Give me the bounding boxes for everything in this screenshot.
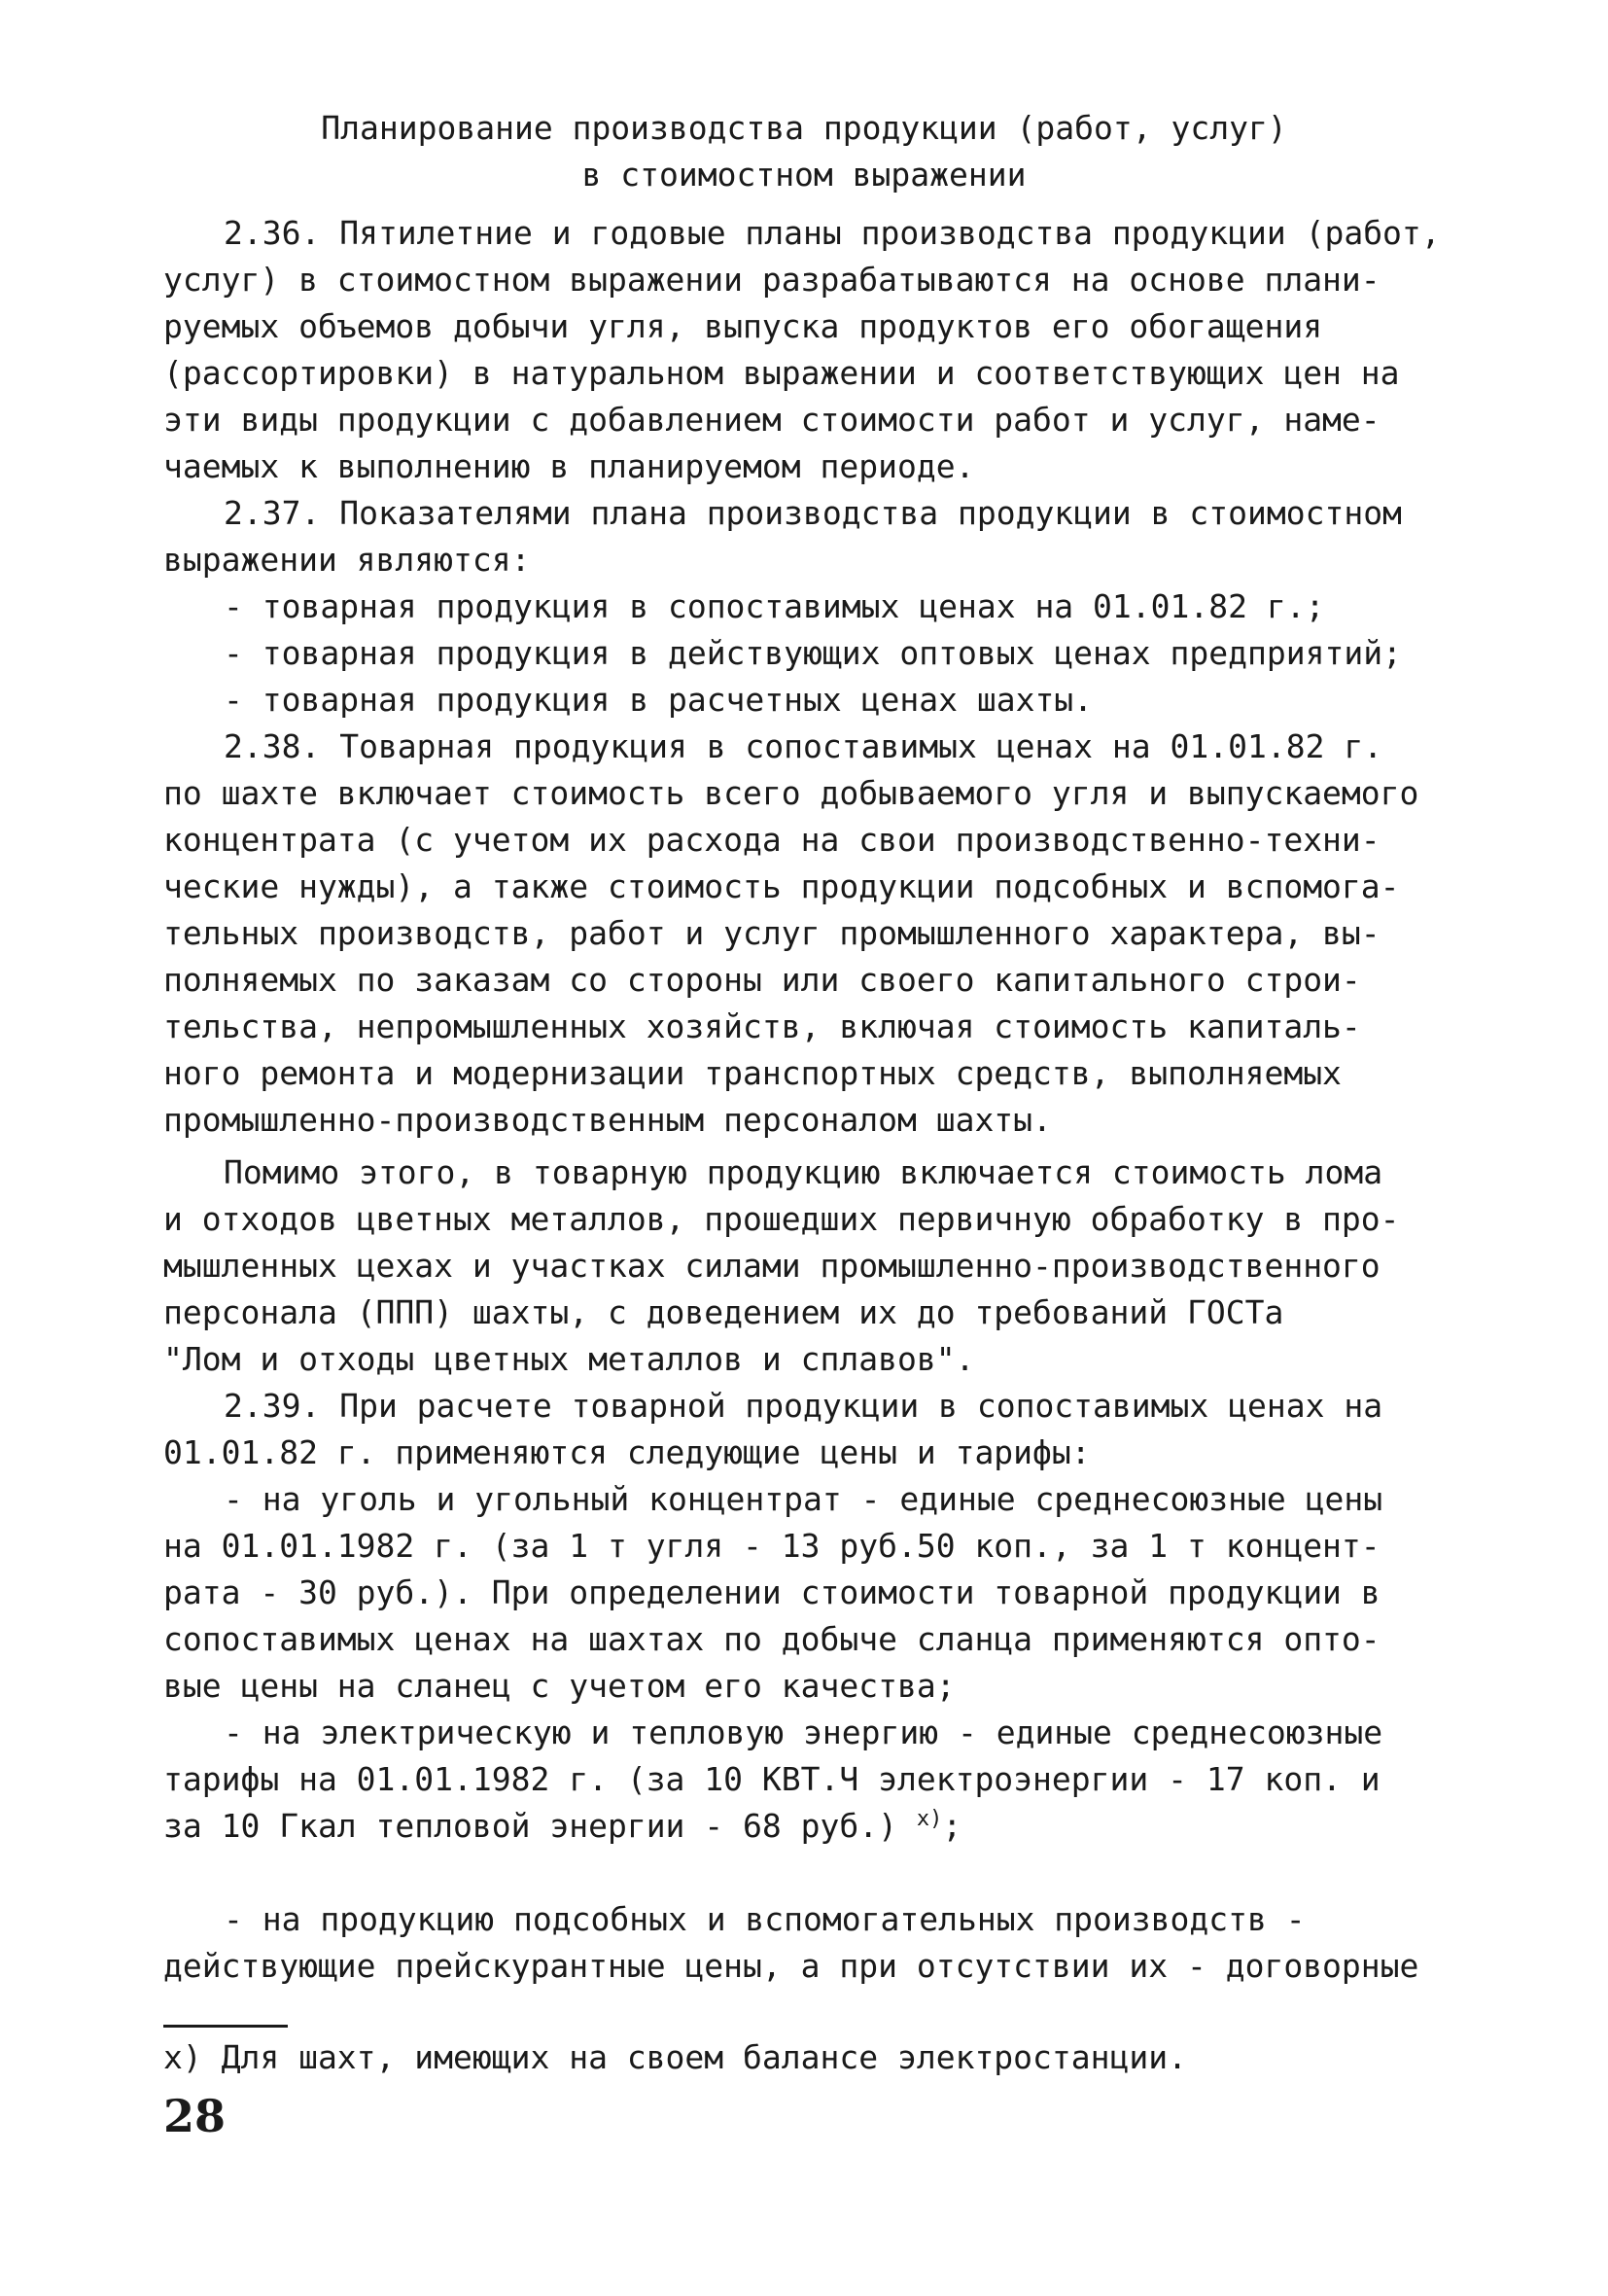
tariff-auxiliary-line: - на продукцию подсобных и вспомогательных производств - [224,1900,1306,1938]
paragraph-2-36-line: услуг) в стоимостном выражении разрабатываются на основе плани- [163,261,1381,299]
paragraph-scrap-line: и отходов цветных металлов, прошедших первичную обработку в про- [163,1200,1400,1238]
paragraph-2-38-line: 2.38. Товарная продукция в сопоставимых ценах на 01.01.82 г. [224,727,1383,765]
paragraph-2-38-line: ческие нужды), а также стоимость продукции подсобных и вспомога- [163,867,1400,905]
paragraph-2-36-line: (рассортировки) в натуральном выражении и соответствующих цен на [163,354,1400,392]
section-title-line-1: Планирование производства продукции (работ, услуг) [321,109,1287,147]
paragraph-scrap-line: Помимо этого, в товарную продукцию включается стоимость лома [224,1153,1383,1191]
indicator-list-item: - товарная продукция в действующих оптовых ценах предприятий; [224,634,1402,672]
paragraph-2-37-line: 2.37. Показателями плана производства продукции в стоимостном [224,494,1402,532]
footnote-divider [163,2025,288,2028]
paragraph-2-37-line: выражении являются: [163,541,531,579]
tariff-coal-line: вые цены на сланец с учетом его качества; [163,1667,956,1705]
paragraph-2-36-line: руемых объемов добычи угля, выпуска продуктов его обогащения [163,307,1323,345]
paragraph-scrap-line: "Лом и отходы цветных металлов и сплавов". [163,1340,975,1378]
tariff-energy-line: тарифы на 01.01.1982 г. (за 10 КВТ.Ч электроэнергии - 17 коп. и [163,1760,1381,1798]
paragraph-scrap-line: мышленных цехах и участках силами промышленно-производственного [163,1247,1381,1285]
tariff-energy-line: - на электрическую и тепловую энергию - единые среднесоюзные [224,1713,1383,1751]
tariff-auxiliary-line: действующие прейскурантные цены, а при отсутствии их - договорные [163,1947,1419,1985]
indicator-list-item: - товарная продукция в сопоставимых ценах на 01.01.82 г.; [224,587,1325,625]
tariff-coal-line: - на уголь и угольный концентрат - единые среднесоюзные цены [224,1480,1383,1518]
paragraph-2-38-line: тельных производств, работ и услуг промышленного характера, вы- [163,914,1381,952]
paragraph-2-38-line: по шахте включает стоимость всего добываемого угля и выпускаемого [163,774,1419,812]
paragraph-2-36-line: эти виды продукции с добавлением стоимости работ и услуг, наме- [163,401,1381,439]
page-number: 28 [163,2090,227,2142]
paragraph-2-36-line: 2.36. Пятилетние и годовые планы производства продукции (работ, [224,214,1441,252]
tariff-energy-line-text: за 10 Гкал тепловой энергии - 68 руб.) [163,1807,897,1845]
paragraph-2-38-line: ного ремонта и модернизации транспортных средств, выполняемых [163,1054,1342,1092]
tariff-energy-line-with-note [163,1803,961,1850]
paragraph-2-38-line: полняемых по заказам со стороны или своего капитального строи- [163,961,1361,999]
paragraph-scrap-line: персонала (ППП) шахты, с доведением их до требований ГОСТа [163,1293,1284,1331]
tariff-coal-line: рата - 30 руб.). При определении стоимости товарной продукции в [163,1573,1381,1611]
tariff-coal-line: сопоставимых ценах на шахтах по добыче сланца применяются опто- [163,1620,1381,1658]
footnote-reference: х) [916,1807,943,1831]
paragraph-2-39-line: 01.01.82 г. применяются следующие цены и тарифы: [163,1433,1091,1471]
section-title-line-2: в стоимостном выражении [581,156,1027,194]
paragraph-2-36-line: чаемых к выполнению в планируемом периоде. [163,447,975,485]
footnote-text: х) Для шахт, имеющих на своем балансе электростанции. [163,2038,1187,2076]
tariff-coal-line: на 01.01.1982 г. (за 1 т угля - 13 руб.50 коп., за 1 т концент- [163,1527,1381,1565]
line-end-punctuation: ; [942,1807,962,1845]
paragraph-2-38-line: промышленно-производственным персоналом шахты. [163,1101,1052,1139]
indicator-list-item: - товарная продукция в расчетных ценах шахты. [224,681,1094,719]
paragraph-2-39-line: 2.39. При расчете товарной продукции в сопоставимых ценах на [224,1387,1383,1425]
paragraph-2-38-line: концентрата (с учетом их расхода на свои производственно-техни- [163,821,1381,859]
paragraph-2-38-line: тельства, непромышленных хозяйств, включая стоимость капиталь- [163,1007,1361,1045]
